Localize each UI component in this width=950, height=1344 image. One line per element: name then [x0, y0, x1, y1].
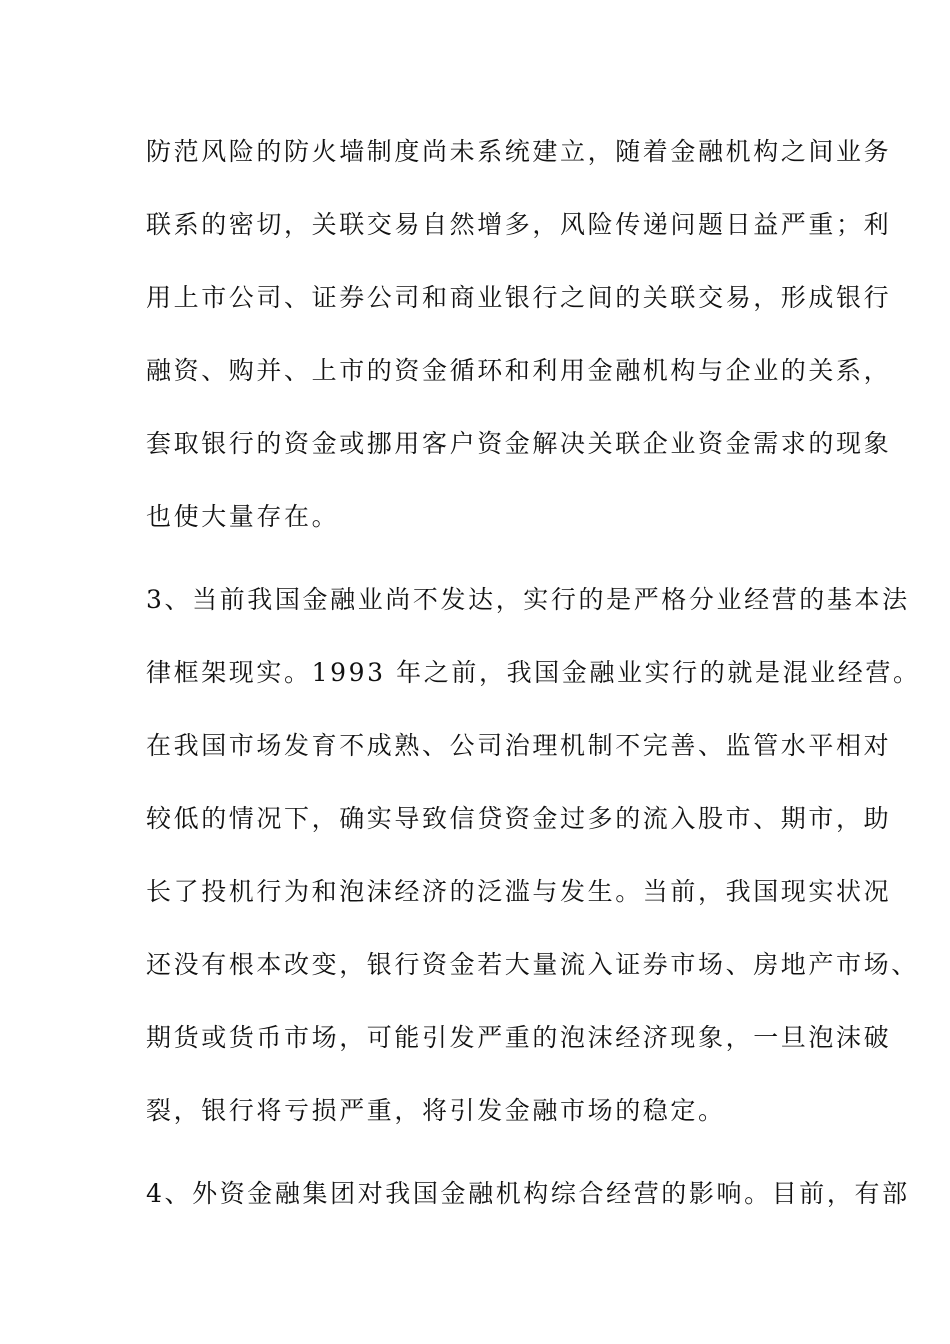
body-text-line-10: 较低的情况下，确实导致信贷资金过多的流入股市、期市，助	[146, 804, 892, 833]
body-text-line-11: 长了投机行为和泡沫经济的泛滥与发生。当前，我国现实状况	[146, 877, 892, 906]
body-text-line-9: 在我国市场发育不成熟、公司治理机制不完善、监管水平相对	[146, 731, 892, 760]
body-text-line-12: 还没有根本改变，银行资金若大量流入证券市场、房地产市场、	[146, 950, 919, 979]
body-text-line-5: 套取银行的资金或挪用客户资金解决关联企业资金需求的现象	[146, 429, 892, 458]
body-text-line-6: 也使大量存在。	[146, 502, 340, 531]
body-text-line-2: 联系的密切，关联交易自然增多，风险传递问题日益严重；利	[146, 210, 892, 239]
body-text-line-3: 用上市公司、证券公司和商业银行之间的关联交易，形成银行	[146, 283, 892, 312]
body-text-line-7: 3、当前我国金融业尚不发达，实行的是严格分业经营的基本法	[146, 585, 910, 614]
body-text-line-13: 期货或货币市场，可能引发严重的泡沫经济现象，一旦泡沫破	[146, 1023, 892, 1052]
body-text-line-15: 4、外资金融集团对我国金融机构综合经营的影响。目前，有部	[146, 1179, 910, 1208]
body-text-line-8: 律框架现实。1993 年之前，我国金融业实行的就是混业经营。	[146, 658, 921, 687]
body-text-line-14: 裂，银行将亏损严重，将引发金融市场的稳定。	[146, 1096, 726, 1125]
body-text-line-4: 融资、购并、上市的资金循环和利用金融机构与企业的关系，	[146, 356, 892, 385]
body-text-line-1: 防范风险的防火墙制度尚未系统建立，随着金融机构之间业务	[146, 137, 892, 166]
